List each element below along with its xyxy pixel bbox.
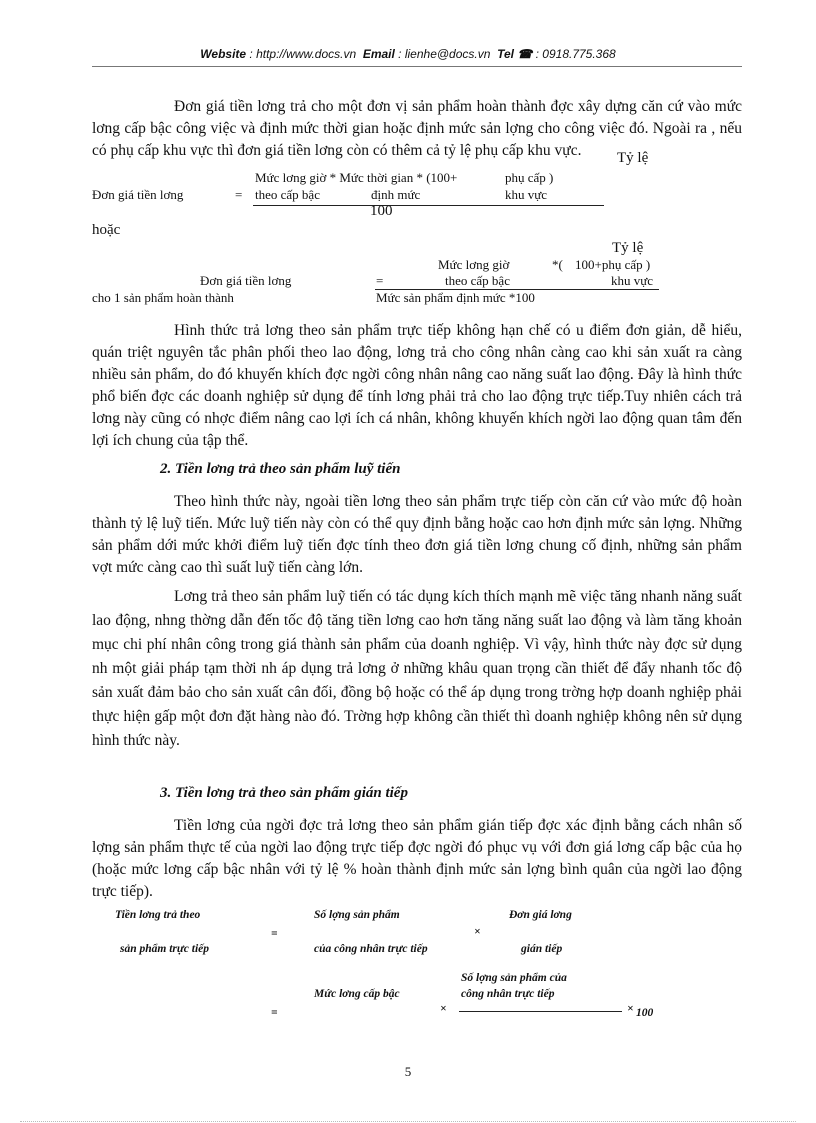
header-divider — [92, 66, 742, 67]
paragraph-4 — [92, 585, 742, 753]
paragraph-2 — [92, 320, 742, 452]
formula-3-muc-luong-cap-bac: Mức lơng cấp bậc — [314, 988, 400, 1000]
paragraph-3 — [92, 491, 742, 579]
formula-3-hundred: 100 — [636, 1007, 654, 1019]
website-value[interactable]: : http://www.docs.vn — [249, 47, 357, 61]
formula-1-khu-vuc: khu vực — [505, 187, 548, 202]
formula-3-times-1: × — [474, 926, 481, 938]
formula-1-denominator: 100 — [370, 203, 393, 219]
email-label: Email — [362, 47, 395, 61]
hoac-text: hoặc — [92, 222, 121, 238]
formula-2-theo-cap-bac: theo cấp bậc — [445, 273, 510, 288]
formula-3-cua-cong-nhan: của công nhân trực tiếp — [314, 943, 428, 955]
website-label: Website — [200, 47, 247, 61]
formula-2-denominator: Mức sản phẩm định mức *100 — [376, 290, 535, 305]
formula-1-equals: = — [235, 187, 243, 202]
formula-3-left-line-1: Tiền lơng trả theo — [115, 909, 201, 921]
formula-3-equals-1: = — [271, 928, 278, 940]
phone-icon: ☎ — [517, 47, 533, 61]
page-bottom-divider — [20, 1121, 796, 1122]
formula-2-left: Đơn giá tiền lơng — [200, 273, 292, 288]
paragraph-1-text: Đơn giá tiền lơng trả cho một đơn vị sản phẩm hoàn thành đợc xây dựng căn cứ vào mức lơng cấp bậc công việc và định mức thời gian hoặc định mức sản lợng cho công việc đó. Ngoài ra , nếu có phụ cấp khu vực thì đơn giá tiền lơng còn có thêm cả tỷ lệ phụ cấp khu vực. — [92, 98, 742, 159]
formula-1-theo-cap-bac: theo cấp bậc — [255, 187, 320, 202]
formula-3-cong-nhan-truc-tiep: công nhân trực tiếp — [461, 988, 555, 1000]
formula-3-so-luong-cua: Số lợng sản phẩm của — [461, 972, 567, 984]
formula-3-times-2: × — [440, 1003, 447, 1015]
formula-3-gian-tiep: gián tiếp — [521, 943, 563, 955]
paragraph-2-text: Hình thức trả lơng theo sản phẩm trực tiếp không hạn chế có u điểm đơn giản, dễ hiểu, quán triệt nguyên tắc phân phối theo lao động, lơng trả cho công nhân càng cao khi sản xuất ra càng nhiều sản phẩm, do đó khuyến khích đợc ngời công nhân nâng cao năng suất lao động. Đây là hình thức phổ biến đợc các doanh nghiệp sử dụng để tính lơng phải trả cho lao động trực tiếp.Tuy nhiên cách trả lơng này cũng có nhợc điểm nâng cao lợi ích cá nhân, không khuyến khích ngời lao động quan tâm đến lợi ích chung của tập thể. — [92, 322, 742, 449]
email-value[interactable]: : lienhe@docs.vn — [398, 47, 491, 61]
formula-2-phu-cap: 100+phụ cấp ) — [575, 257, 651, 272]
formula-2-muc-luong-gio: Mức lơng giờ — [438, 257, 510, 272]
formula-2-equals: = — [376, 273, 384, 288]
formula-3-don-gia-luong: Đơn giá lơng — [509, 909, 572, 921]
formula-1-ty-le: Tỷ lệ — [617, 150, 649, 166]
formula-3-equals-2: = — [271, 1007, 278, 1019]
formula-1-dinh-muc: định mức — [371, 187, 421, 202]
formula-1-left: Đơn giá tiền lơng — [92, 187, 184, 202]
section-heading-2: 2. Tiền lơng trả theo sản phẩm luỹ tiến — [160, 461, 401, 477]
paragraph-4-text: Lơng trả theo sản phẩm luỹ tiến có tác dụng kích thích mạnh mẽ việc tăng nhanh năng suất lao động, nhng thờng dẫn đến tốc độ tăng tiền lơng cao hơn tăng năng suất lao động và làm tăng khoản mục chi phí nhân công trong giá thành sản phẩm của doanh nghiệp. Vì vậy, hình thức này đợc sử dụng nh một giải pháp tạm thời nh áp dụng trả lơng ở những khâu quan trọng cần thiết để đẩy nhanh tốc độ sản xuất đảm bảo cho sản xuất cân đối, đồng bộ hoặc có thể áp dụng trong trờng hợp doanh nghiệp phải thực hiện gấp một đơn đặt hàng nào đó. Trờng hợp không cần thiết thì doanh nghiệp không nên sử dụng hình thức này. — [92, 588, 742, 749]
paragraph-5-text: Tiền lơng của ngời đợc trả lơng theo sản phẩm gián tiếp đợc xác định bằng cách nhân số lợng sản phẩm thực tế của ngời lao động trực tiếp đợc ngời đó phục vụ với đơn giá lơng cấp bậc của họ (hoặc mức lơng cấp bậc nhân với tỷ lệ % hoàn thành định mức sản lợng bình quân của ngời lao động trực tiếp). — [92, 817, 742, 900]
formula-3-times-3: × — [627, 1003, 634, 1015]
formula-1-numerator-a: Mức lơng giờ * Mức thời gian * (100+ — [255, 170, 458, 185]
formula-1-fraction-bar — [253, 205, 604, 206]
formula-3-fraction-bar — [459, 1011, 622, 1012]
paragraph-5 — [92, 815, 742, 903]
formula-2-multiplier: *( — [552, 257, 563, 272]
formula-2-ty-le: Tỷ lệ — [612, 240, 644, 256]
paragraph-3-text: Theo hình thức này, ngoài tiền lơng theo sản phẩm trực tiếp còn căn cứ vào mức độ hoàn thành tỷ lệ luỹ tiến. Mức luỹ tiến này còn có thể quy định bằng hoặc cao hơn định mức sản lợng. Những sản phẩm dới mức khởi điểm luỹ tiến đợc tính theo đơn giá tiền lơng chung cố định, những sản phẩm vợt mức càng cao thì suất luỹ tiến càng lớn. — [92, 493, 742, 576]
page-number: 5 — [404, 1064, 412, 1079]
section-heading-3: 3. Tiền lơng trả theo sản phẩm gián tiếp — [160, 785, 408, 801]
formula-3-left-line-2: sản phẩm trực tiếp — [120, 943, 209, 955]
page-header — [0, 47, 816, 61]
tel-value: : 0918.775.368 — [535, 47, 616, 61]
formula-2-khu-vuc: khu vực — [611, 273, 654, 288]
tel-label: Tel — [497, 47, 514, 61]
formula-2-left-line-2: cho 1 sản phẩm hoàn thành — [92, 290, 234, 305]
formula-3-so-luong-san-pham: Số lợng sản phẩm — [314, 909, 400, 921]
formula-1-numerator-b: phụ cấp ) — [505, 170, 554, 185]
